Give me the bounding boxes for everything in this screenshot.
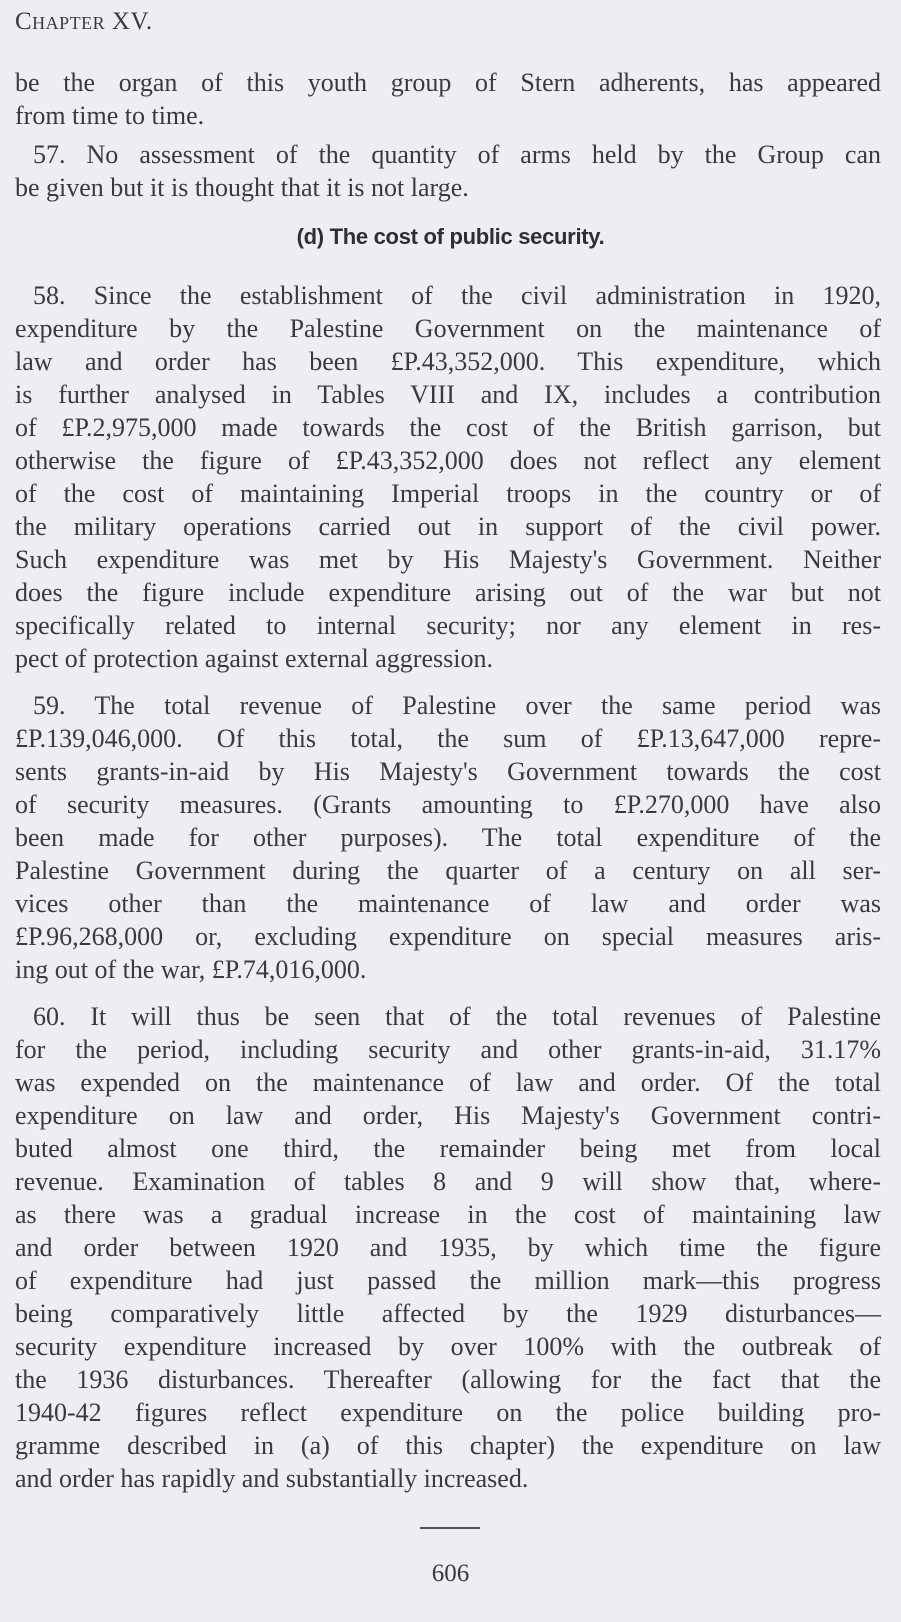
section-heading: (d) The cost of public security.: [296, 224, 605, 249]
text-line: of £P.2,975,000 made towards the cost of the British garrison, but: [15, 413, 881, 442]
text-line: does the figure include expenditure arising out of the war but not: [15, 578, 881, 607]
paragraph-57: [15, 138, 881, 204]
text-line: 59. The total revenue of Palestine over the same period was: [33, 691, 881, 720]
text-line: of expenditure had just passed the million mark—this progress: [15, 1266, 881, 1295]
text-line: 1940-42 figures reflect expenditure on the police building pro-: [15, 1398, 881, 1427]
text-line: be given but it is thought that it is not large.: [15, 173, 469, 202]
text-line: revenue. Examination of tables 8 and 9 will show that, where-: [15, 1167, 881, 1196]
text-line: security expenditure increased by over 100% with the outbreak of: [15, 1332, 881, 1361]
text-line: 58. Since the establishment of the civil administration in 1920,: [33, 281, 881, 310]
text-line: was expended on the maintenance of law and order. Of the total: [15, 1068, 881, 1097]
text-line: for the period, including security and other grants-in-aid, 31.17%: [15, 1035, 881, 1064]
text-line: of the cost of maintaining Imperial troops in the country or of: [15, 479, 881, 508]
text-line: buted almost one third, the remainder being met from local: [15, 1134, 881, 1163]
paragraph-58: [15, 279, 881, 675]
text-line: £P.139,046,000. Of this total, the sum of £P.13,647,000 repre-: [15, 724, 881, 753]
text-line: been made for other purposes). The total expenditure of the: [15, 823, 881, 852]
text-line: of security measures. (Grants amounting to £P.270,000 have also: [15, 790, 881, 819]
text-line: Such expenditure was met by His Majesty's Government. Neither: [15, 545, 881, 574]
paragraph-continued: [15, 66, 881, 132]
page-number: 606: [431, 1560, 470, 1587]
text-line: £P.96,268,000 or, excluding expenditure on special measures aris-: [15, 922, 881, 951]
text-line: from time to time.: [15, 101, 205, 130]
text-line: and order between 1920 and 1935, by which time the figure: [15, 1233, 881, 1262]
chapter-header: Chapter XV.: [15, 8, 153, 35]
text-line: the military operations carried out in support of the civil power.: [15, 512, 881, 541]
text-line: Palestine Government during the quarter of a century on all ser-: [15, 856, 881, 885]
text-line: and order has rapidly and substantially increased.: [15, 1464, 529, 1493]
text-line: otherwise the figure of £P.43,352,000 does not reflect any element: [15, 446, 881, 475]
text-line: law and order has been £P.43,352,000. This expenditure, which: [15, 347, 881, 376]
text-line: 57. No assessment of the quantity of arms held by the Group can: [33, 140, 881, 169]
section-divider: [420, 1527, 480, 1529]
text-line: pect of protection against external aggression.: [15, 644, 493, 673]
text-line: being comparatively little affected by the 1929 disturbances—: [15, 1299, 881, 1328]
text-line: is further analysed in Tables VIII and IX, includes a contribution: [15, 380, 881, 409]
text-line: specifically related to internal security; nor any element in res-: [15, 611, 881, 640]
text-line: gramme described in (a) of this chapter) the expenditure on law: [15, 1431, 881, 1460]
text-line: ing out of the war, £P.74,016,000.: [15, 955, 367, 984]
text-line: as there was a gradual increase in the cost of maintaining law: [15, 1200, 881, 1229]
text-line: sents grants-in-aid by His Majesty's Government towards the cost: [15, 757, 881, 786]
text-line: expenditure on law and order, His Majesty's Government contri-: [15, 1101, 881, 1130]
paragraph-60: [15, 1000, 881, 1495]
text-line: expenditure by the Palestine Government on the maintenance of: [15, 314, 881, 343]
text-line: be the organ of this youth group of Stern adherents, has appeared: [15, 68, 881, 97]
text-line: vices other than the maintenance of law and order was: [15, 889, 881, 918]
text-line: the 1936 disturbances. Thereafter (allowing for the fact that the: [15, 1365, 881, 1394]
paragraph-59: [15, 689, 881, 986]
text-line: 60. It will thus be seen that of the total revenues of Palestine: [33, 1002, 881, 1031]
